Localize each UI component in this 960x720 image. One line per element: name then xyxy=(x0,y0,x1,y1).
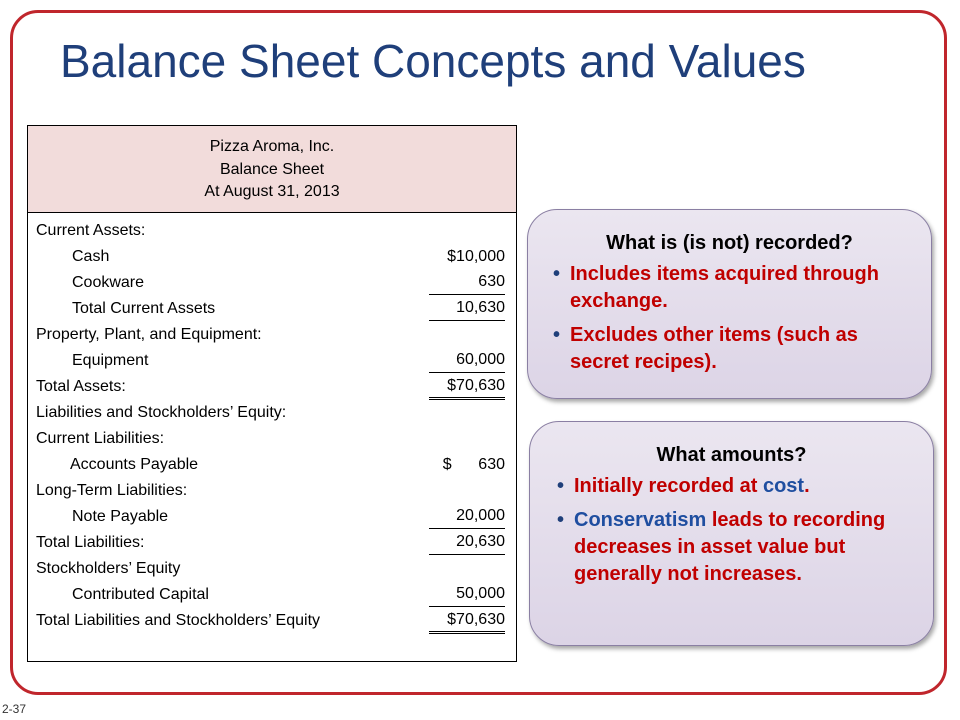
bs-row-current-liabilities xyxy=(28,426,516,452)
bullet-dot-icon: • xyxy=(557,475,565,497)
bullet-item xyxy=(553,261,920,315)
bs-row-contributed-capital xyxy=(28,582,516,608)
bs-row-long-term-liabilities xyxy=(28,478,516,504)
row-label: Accounts Payable xyxy=(70,456,199,473)
statement-date: At August 31, 2013 xyxy=(204,183,340,200)
bs-row-equipment xyxy=(28,348,516,374)
row-label: Current Assets: xyxy=(36,222,146,239)
bullet-text: leads to recording decreases in asset value but generally not increases. xyxy=(574,509,886,585)
bullet-text: Excludes other items (such as secret recipes). xyxy=(570,324,858,373)
balance-sheet-body xyxy=(27,212,517,662)
bullet-dot-icon: • xyxy=(553,324,561,346)
bs-row-ppe xyxy=(28,322,516,348)
company-name: Pizza Aroma, Inc. xyxy=(209,138,335,155)
balance-sheet-header xyxy=(27,125,517,212)
bs-row-cookware xyxy=(28,270,516,296)
row-label: Note Payable xyxy=(72,508,169,525)
row-amount: 20,630 xyxy=(429,530,505,555)
bs-row-total-assets xyxy=(28,374,516,400)
row-label: Cash xyxy=(72,248,110,265)
bullet-text: Initially recorded at xyxy=(574,475,763,497)
row-label: Contributed Capital xyxy=(72,586,209,603)
row-amount: 60,000 xyxy=(429,348,505,373)
callout-heading: What is (is not) recorded? xyxy=(606,232,853,254)
bs-row-cash xyxy=(28,244,516,270)
bullet-text: Includes items acquired through exchange. xyxy=(570,263,879,312)
bullet-highlight: Conservatism xyxy=(574,509,707,531)
row-label: Liabilities and Stockholders’ Equity: xyxy=(36,404,287,421)
bs-row-stockholders-equity xyxy=(28,556,516,582)
row-label: Total Assets: xyxy=(36,378,126,395)
statement-name: Balance Sheet xyxy=(219,160,325,178)
row-label: Total Liabilities: xyxy=(36,534,145,551)
bullet-item xyxy=(557,507,924,588)
bs-row-accounts-payable xyxy=(28,452,516,478)
bs-row-total-liabilities xyxy=(28,530,516,556)
row-label: Cookware xyxy=(72,274,145,291)
bullet-text: . xyxy=(804,475,810,497)
row-label: Total Current Assets xyxy=(72,300,216,317)
row-amount: $10,000 xyxy=(447,248,505,265)
row-amount: 50,000 xyxy=(429,582,505,607)
bullet-dot-icon: • xyxy=(553,263,561,285)
bs-row-total-current-assets xyxy=(28,296,516,322)
row-amount: 20,000 xyxy=(429,504,505,529)
row-label: Long-Term Liabilities: xyxy=(36,482,188,499)
bullet-dot-icon: • xyxy=(557,509,565,531)
row-amount: $70,630 xyxy=(429,374,505,400)
callout-heading: What amounts? xyxy=(656,444,807,466)
bullet-item xyxy=(557,473,924,500)
row-label: Stockholders’ Equity xyxy=(36,560,181,577)
bs-row-liabilities-equity xyxy=(28,400,516,426)
slide-title: Balance Sheet Concepts and Values xyxy=(60,35,806,87)
bs-row-current-assets xyxy=(28,218,516,244)
row-label: Equipment xyxy=(72,352,149,369)
bs-row-total-liabilities-equity xyxy=(28,608,516,634)
row-label: Property, Plant, and Equipment: xyxy=(36,326,262,343)
row-amount: $70,630 xyxy=(429,608,505,634)
row-amount: 10,630 xyxy=(429,296,505,321)
page-number: 2-37 xyxy=(2,702,27,716)
row-amount: $ 630 xyxy=(442,456,505,473)
bs-row-note-payable xyxy=(28,504,516,530)
bullet-item xyxy=(553,322,920,376)
callout-what-is-recorded xyxy=(527,209,932,399)
callout-what-amounts xyxy=(529,421,934,646)
row-label: Total Liabilities and Stockholders’ Equity xyxy=(36,612,321,629)
row-amount: 630 xyxy=(429,270,505,295)
bullet-highlight: cost xyxy=(762,475,805,497)
row-label: Current Liabilities: xyxy=(36,430,165,447)
